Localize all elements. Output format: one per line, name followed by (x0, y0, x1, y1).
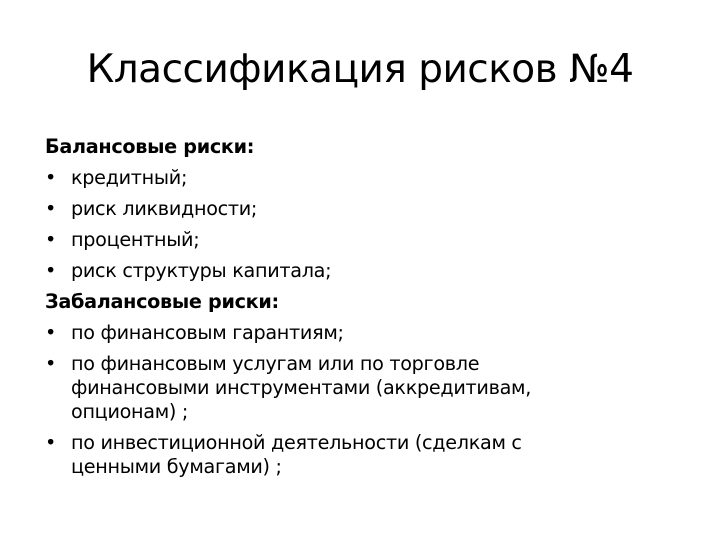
list-item-text: по финансовым услугам или по торговле финансовыми инструментами (аккредитивам, опционам) ; (71, 352, 532, 423)
bullet-icon: • (45, 431, 57, 454)
bullet-icon: • (45, 197, 57, 220)
list-item (45, 228, 685, 252)
list-item (45, 197, 685, 221)
list-item-text: риск структуры капитала; (71, 259, 332, 282)
list-item (45, 431, 685, 479)
list-item (45, 352, 685, 424)
list-item (45, 259, 685, 283)
bullet-list-offbalance (45, 321, 685, 479)
list-item-text: по финансовым гарантиям; (71, 321, 344, 344)
bullet-icon: • (45, 228, 57, 251)
slide-body (45, 135, 685, 486)
section-heading-balance: Балансовые риски: (45, 135, 255, 158)
list-item (45, 166, 685, 190)
bullet-icon: • (45, 166, 57, 189)
list-item-text: по инвестиционной деятельности (сделкам с ценными бумагами) ; (71, 431, 522, 478)
bullet-icon: • (45, 321, 57, 344)
section-heading-offbalance: Забалансовые риски: (45, 290, 279, 313)
bullet-icon: • (45, 259, 57, 282)
list-item-text: процентный; (71, 228, 200, 251)
bullet-list-balance (45, 166, 685, 283)
list-item-text: риск ликвидности; (71, 197, 258, 220)
list-item (45, 321, 685, 345)
bullet-icon: • (45, 352, 57, 375)
list-item-text: кредитный; (71, 166, 188, 189)
slide-title: Классификация рисков №4 (86, 47, 634, 92)
